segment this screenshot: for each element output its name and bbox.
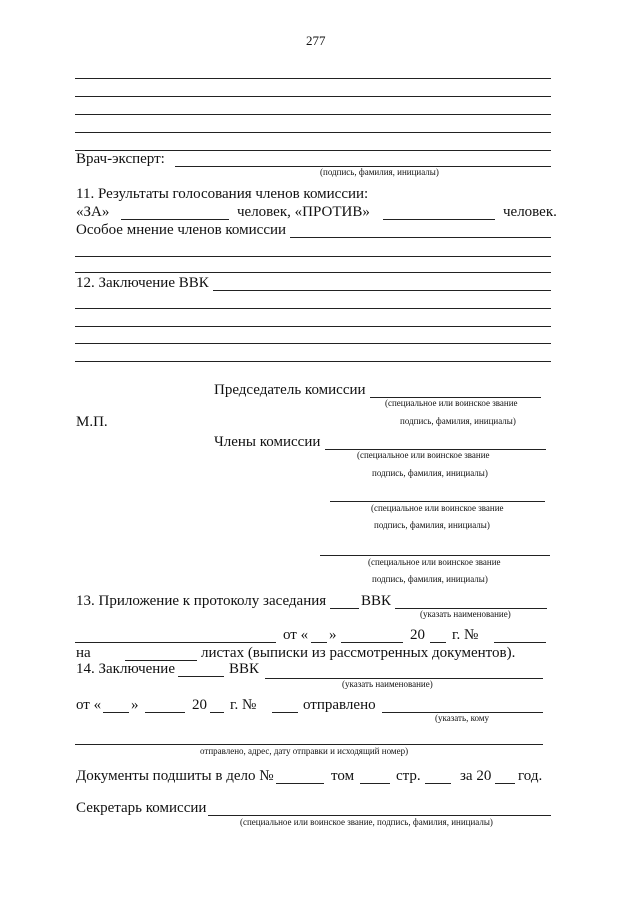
section14-sent: отправлено xyxy=(303,697,376,713)
secretary-label: Секретарь комиссии xyxy=(76,800,207,816)
blank-line xyxy=(75,343,551,344)
str-line[interactable] xyxy=(425,783,451,784)
blank-line xyxy=(75,96,551,97)
page-number: 277 xyxy=(306,33,326,48)
za20-label: за 20 xyxy=(460,768,492,784)
blank-line xyxy=(75,272,551,273)
section14-address-line[interactable] xyxy=(75,744,543,745)
osoboe-mnenie-line[interactable] xyxy=(290,237,551,238)
member-signature-line-3[interactable] xyxy=(320,555,550,556)
section13-vvk: ВВК xyxy=(361,593,392,609)
str-label: стр. xyxy=(396,768,421,784)
section14-ot-close: » xyxy=(131,697,139,713)
blank-line xyxy=(75,256,551,257)
member-caption-sign-1: подпись, фамилия, инициалы) xyxy=(372,468,488,478)
section13-caption-name: (указать наименование) xyxy=(420,609,511,619)
section14-title: 14. Заключение xyxy=(76,661,175,677)
section11-title: 11. Результаты голосования членов комиссии: xyxy=(76,186,369,202)
zaklyuchenie-line[interactable] xyxy=(213,290,551,291)
chairman-caption-rank: (специальное или воинское звание xyxy=(385,398,518,408)
blank-line xyxy=(75,78,551,79)
people-label: человек. xyxy=(503,204,557,220)
section14-prefix-line[interactable] xyxy=(178,676,224,677)
year-line[interactable] xyxy=(495,783,515,784)
section13-title: 13. Приложение к протоколу заседания xyxy=(76,593,327,609)
section13-line-left[interactable] xyxy=(75,642,276,643)
section14-g-no: г. № xyxy=(230,697,257,713)
section13-day-line[interactable] xyxy=(311,642,327,643)
section14-year-line[interactable] xyxy=(210,712,224,713)
secretary-caption: (специальное или воинское звание, подпись, фамилия, инициалы) xyxy=(240,817,493,827)
blank-line xyxy=(75,132,551,133)
tom-label: том xyxy=(331,768,355,784)
member-caption-rank-1: (специальное или воинское звание xyxy=(357,450,490,460)
member-caption-rank-3: (специальное или воинское звание xyxy=(368,557,501,567)
member-signature-line-2[interactable] xyxy=(330,501,545,502)
section14-caption-sent: отправлено, адрес, дату отправки и исходящий номер) xyxy=(200,746,409,756)
section14-caption-whom: (указать, кому xyxy=(435,713,490,723)
section13-listah: листах (выписки из рассмотренных документов). xyxy=(201,645,516,661)
protiv-label: человек, «ПРОТИВ» xyxy=(237,204,370,220)
member-caption-sign-2: подпись, фамилия, инициалы) xyxy=(374,520,490,530)
blank-line xyxy=(75,308,551,309)
chairman-label: Председатель комиссии xyxy=(214,382,366,398)
case-number-line[interactable] xyxy=(276,783,324,784)
blank-line xyxy=(75,326,551,327)
blank-line xyxy=(75,361,551,362)
member-caption-sign-3: подпись, фамилия, инициалы) xyxy=(372,574,488,584)
section14-number-line[interactable] xyxy=(272,712,298,713)
member-caption-rank-2: (специальное или воинское звание xyxy=(371,503,504,513)
section13-g-no: г. № xyxy=(452,627,479,643)
section14-year: 20 xyxy=(192,697,207,713)
section13-ot: от « xyxy=(283,627,309,643)
section13-month-line[interactable] xyxy=(341,642,403,643)
mp-label: М.П. xyxy=(76,414,108,430)
god-label: год. xyxy=(518,768,543,784)
section13-number-line[interactable] xyxy=(494,642,546,643)
za-count-line[interactable] xyxy=(121,219,229,220)
section14-vvk: ВВК xyxy=(229,661,260,677)
section14-day-line[interactable] xyxy=(103,712,129,713)
tom-line[interactable] xyxy=(360,783,390,784)
session-number-line[interactable] xyxy=(330,608,359,609)
section14-month-line[interactable] xyxy=(145,712,185,713)
documents-label: Документы подшиты в дело № xyxy=(76,768,274,784)
section12-title: 12. Заключение ВВК xyxy=(76,275,209,291)
osoboe-mnenie-label: Особое мнение членов комиссии xyxy=(76,222,287,238)
section14-ot: от « xyxy=(76,697,102,713)
vrach-ekspert-caption: (подпись, фамилия, инициалы) xyxy=(320,167,439,177)
section13-year: 20 xyxy=(410,627,425,643)
secretary-signature-line[interactable] xyxy=(208,815,551,816)
za-label: «ЗА» xyxy=(76,204,110,220)
section13-ot-close: » xyxy=(329,627,337,643)
members-label: Члены комиссии xyxy=(214,434,321,450)
vrach-ekspert-label: Врач-эксперт: xyxy=(76,151,165,167)
protiv-count-line[interactable] xyxy=(383,219,495,220)
section13-year-line[interactable] xyxy=(430,642,446,643)
section14-caption-name: (указать наименование) xyxy=(342,679,433,689)
chairman-caption-sign: подпись, фамилия, инициалы) xyxy=(400,416,516,426)
blank-line xyxy=(75,114,551,115)
section13-na: на xyxy=(76,645,91,661)
